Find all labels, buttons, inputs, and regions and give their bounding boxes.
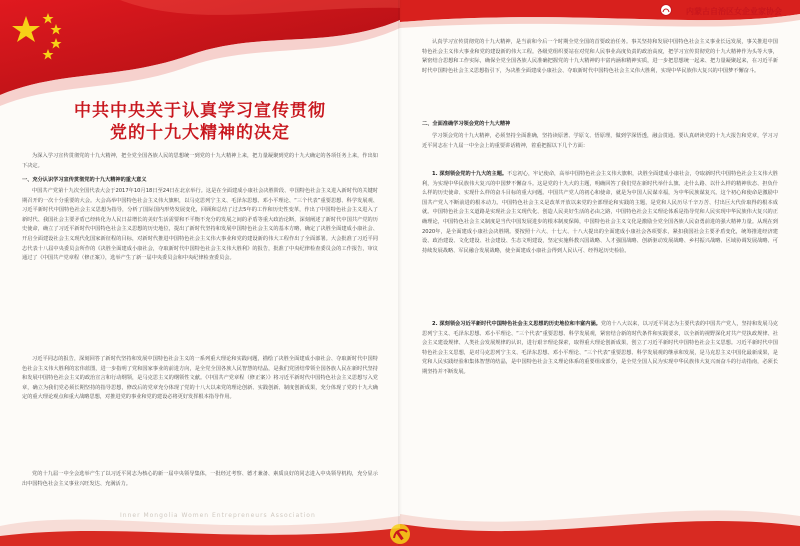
paragraph-5-lead: 1. 深刻领会党的十九大的主题。	[432, 171, 508, 177]
section-heading-1: 一、充分认识学习宣传贯彻党的十九大精神的重大意义	[22, 177, 147, 183]
bottom-red-wave-right	[400, 476, 800, 546]
paragraph-1: 中国共产党第十九次全国代表大会于2017年10月18日至24日在北京举行。这是在全面建成小康社会决胜阶段、中国特色社会主义进入新时代的关键时期召开的一次十分重要的大会。大会高举中国特色社会主义伟大旗帜，以马克思列宁主义、毛泽东思想、邓小平理论、“三个代表”重要思想、科学发展观、习近平新时代中国特色社会主义思想为指导，分析了国际国内形势发展变化，回顾和总结了过去5年的工作和历史性变革，作出了中国特色社会主义进入了新时代、我国社会主要矛盾已经转化为人民日益增长的美好生活需要和不平衡不充分的发展之间的矛盾等重大政治论断，深刻阐述了新时代中国共产党的历史使命，确立了习近平新时代中国特色社会主义思想的历史地位，提出了新时代坚持和发展中国特色社会主义的基本方略，确定了决胜全面建成小康社会、开启全面建设社会主义现代化国家新征程的目标，对新时代推进中国特色社会主义伟大事业和党的建设新的伟大工程作出了全面部署。大会批准了习近平同志代表十八届中央委员会所作的《决胜全面建成小康社会，夺取新时代中国特色社会主义伟大胜利》的报告，批准了中央纪律检查委员会的工作报告，审议通过了《中国共产党章程（修正案）》，选举产生了新一届中央委员会和中央纪律检查委员会。	[22, 188, 378, 262]
association-watermark: Inner Mongolia Women Entrepreneurs Association	[120, 512, 316, 519]
section-heading-2: 二、全面准确学习领会党的十九大精神	[422, 121, 511, 127]
intro-paragraph: 为深入学习宣传贯彻党的十九大精神，把全党全国各族人民的思想统一到党的十九大精神上来，把力量凝聚到党的十九大确定的各项任务上来，作出如下决定。	[22, 153, 378, 169]
document-title-line2: 党的十九大精神的决定	[110, 123, 290, 143]
paragraph-2: 习近平同志的报告，深刻回答了新时代坚持和发展中国特色社会主义的一系列重大理论和实践问题，描绘了决胜全面建成小康社会、夺取新时代中国特色社会主义伟大胜利的宏伟蓝图，进一步指明了党和国家事业的前进方向，是全党全国各族人民智慧的结晶，是我们党团结带领全国各族人民在新时代坚持和发展中国特色社会主义的政治宣言和行动纲领，是马克思主义的纲领性文献。《中国共产党章程（修正案）》将习近平新时代中国特色社会主义思想写入党章，确立为我们党必须长期坚持的指导思想，修改后的党章充分体现了党的十八大以来党的理论创新、实践创新、制度创新成果，充分体现了党的十九大确定的重大理论观点和重大战略思想，对推进党的事业和党的建设必将更好发挥根本指导作用。	[22, 356, 378, 401]
paragraph-0: 认真学习宣传贯彻党的十九大精神，是当前和今后一个时期全党全国的首要政治任务。事关坚持和发展中国特色社会主义事业长远发展，事关推进中国特色社会主义伟大事业和党的建设新的伟大工程。各级党组织要站在对党和人民事业高度负责的政治高度，把学习宣传贯彻党的十九大精神作为头等大事，紧密结合思想和工作实际，确保全党全国各族人民准确把握党的十九大精神的丰富内涵和精神实质，进一步把思想统一起来、把力量凝聚起来，在习近平新时代中国特色社会主义思想指引下，为决胜全面建成小康社会、夺取新时代中国特色社会主义伟大胜利，实现中华民族伟大复兴的中国梦不懈奋斗。	[422, 39, 778, 74]
page-gutter	[398, 0, 402, 546]
paragraph-6-lead: 2. 深刻领会习近平新时代中国特色社会主义思想的历史地位和丰富内涵。	[432, 321, 601, 327]
paragraph-5	[422, 170, 778, 256]
right-page	[400, 0, 800, 546]
association-name: 内蒙古自治区女企业家协会	[686, 7, 782, 16]
document-title-line1: 中共中央关于认真学习宣传贯彻	[74, 101, 326, 121]
paragraph-5-body: 不忘初心，牢记使命，高举中国特色社会主义伟大旗帜，决胜全面建成小康社会，夺取新时代中国特色社会主义伟大胜利，为实现中华民族伟大复兴的中国梦不懈奋斗。这是党的十九大的主题，明确回答了我们党在新时代举什么旗、走什么路、以什么样的精神状态、担负什么样的历史使命、实现什么样的奋斗目标的重大问题。中国共产党人的初心和使命，就是为中国人民谋幸福，为中华民族谋复兴。这个初心和使命是激励中国共产党人不断前进的根本动力。中国特色社会主义是改革开放以来党的全部理论和实践的主题，是党和人民历尽千辛万苦、付出巨大代价取得的根本成就。中国特色社会主义道路是实现社会主义现代化、创造人民美好生活的必由之路，中国特色社会主义理论体系是指导党和人民实现中华民族伟大复兴的正确理论，中国特色社会主义制度是当代中国发展进步的根本制度保障，中国特色社会主义文化是激励全党全国各族人民奋勇前进的强大精神力量。从现在到2020年，是全面建成小康社会决胜期。要按照十六大、十七大、十八大提出的全面建成小康社会各项要求，紧扣我国社会主要矛盾变化，统筹推进经济建设、政治建设、文化建设、社会建设、生态文明建设，坚定实施科教兴国战略、人才强国战略、创新驱动发展战略、乡村振兴战略、区域协调发展战略、可持续发展战略、军民融合发展战略，使全面建成小康社会得到人民认可、经得起历史检验。	[422, 171, 778, 254]
paragraph-6-body: 党的十八大以来，以习近平同志为主要代表的中国共产党人，坚持和发展马克思列宁主义、毛泽东思想、邓小平理论、“三个代表”重要思想、科学发展观，紧密结合新的时代条件和实践要求，以全新的视野深化对共产党执政规律、社会主义建设规律、人类社会发展规律的认识，进行艰辛理论探索，取得重大理论创新成果，创立了习近平新时代中国特色社会主义思想。习近平新时代中国特色社会主义思想，是对马克思列宁主义、毛泽东思想、邓小平理论、“三个代表”重要思想、科学发展观的继承和发展，是马克思主义中国化最新成果，是党和人民实践经验和集体智慧的结晶，是中国特色社会主义理论体系的重要组成部分，是全党全国人民为实现中华民族伟大复兴而奋斗的行动指南，必须长期坚持并不断发展。	[422, 321, 778, 375]
party-emblem-icon	[385, 520, 415, 546]
association-logo-icon	[660, 4, 672, 16]
paragraph-3: 党的十九届一中全会选举产生了以习近平同志为核心的新一届中央领导集体，一批经过考察、德才兼备、素质良好的同志进入中央领导机构，充分显示出中国特色社会主义事业兴旺发达、充满活力。	[22, 471, 378, 487]
paragraph-4: 学习领会党的十九大精神，必须坚持全面准确，坚持读原著、学原文、悟原理，做到学深悟透，融会贯通。要认真研读党的十九大报告和党章，学习习近平同志在十九届一中全会上的重要讲话精神，着重把握以下几个方面：	[422, 133, 778, 149]
star-icon	[8, 10, 78, 70]
paragraph-6	[422, 320, 778, 378]
